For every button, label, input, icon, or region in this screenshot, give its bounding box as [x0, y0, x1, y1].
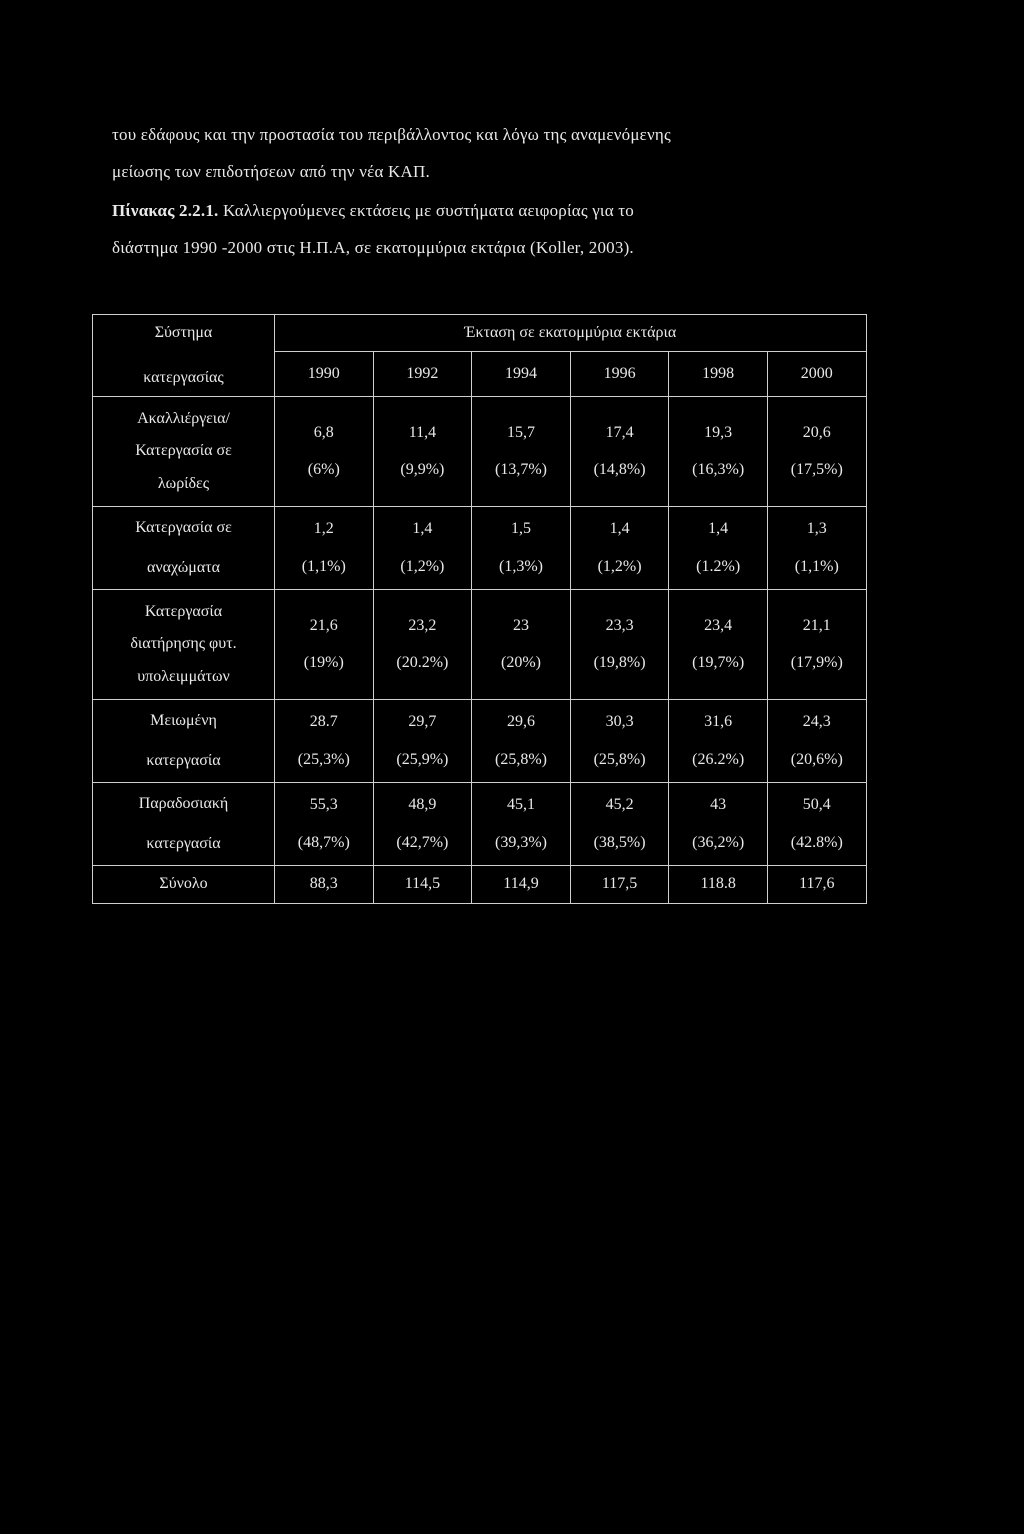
area-value: 23	[512, 617, 529, 635]
value-cell	[669, 783, 768, 866]
value-cell	[570, 507, 669, 590]
value-cell	[373, 783, 472, 866]
area-value: 1,3	[806, 519, 827, 537]
area-value: 45,1	[506, 795, 535, 813]
value-cell	[472, 397, 571, 507]
value-cell	[275, 590, 374, 700]
area-value: 17,4	[605, 424, 634, 442]
area-value: 1,4	[412, 519, 433, 537]
value-cell	[767, 700, 866, 783]
share-value: (42.8%)	[790, 834, 843, 851]
area-value: 29,6	[506, 712, 535, 730]
value-cell	[472, 590, 571, 700]
row-label-cell	[93, 783, 275, 866]
value-cell	[570, 700, 669, 783]
area-value: 20,6	[802, 424, 831, 442]
area-value: 43	[710, 795, 727, 813]
share-value: (39,3%)	[494, 834, 547, 851]
area-value: 29,7	[408, 712, 437, 730]
value-cell	[275, 397, 374, 507]
value-cell	[275, 783, 374, 866]
area-value: 31,6	[704, 712, 733, 730]
row-label-cell	[93, 397, 275, 507]
area-value: 23,3	[605, 617, 634, 635]
total-label: Σύνολο	[93, 866, 275, 904]
area-value: 23,4	[704, 617, 733, 635]
value-cell	[472, 700, 571, 783]
table-caption-line-1	[112, 201, 634, 221]
area-value: 11,4	[408, 424, 437, 442]
value-cell	[275, 507, 374, 590]
area-value: 1,5	[510, 519, 531, 537]
share-value: (16,3%)	[692, 460, 745, 478]
value-cell	[373, 397, 472, 507]
row-label-cell	[93, 590, 275, 700]
share-value: (1,2%)	[597, 558, 642, 575]
area-value: 21,1	[802, 617, 831, 635]
row-label-line: διατήρησης φυτ.	[130, 635, 237, 653]
area-span-header: Έκταση σε εκατομμύρια εκτάρια	[275, 315, 867, 352]
year-header: 1990	[275, 352, 374, 397]
row-label-line: λωρίδες	[157, 474, 210, 492]
share-value: (25,3%)	[297, 751, 350, 768]
share-value: (14,8%)	[593, 460, 646, 478]
row-label-cell	[93, 507, 275, 590]
table-row	[93, 507, 867, 590]
share-value: (13,7%)	[494, 460, 547, 478]
value-cell	[669, 700, 768, 783]
year-header: 2000	[767, 352, 866, 397]
share-value: (26.2%)	[692, 751, 745, 768]
system-header-cell	[93, 315, 275, 397]
table-caption-text: Καλλιεργούμενες εκτάσεις με συστήματα αειφορίας για το	[218, 201, 634, 220]
value-cell	[570, 397, 669, 507]
system-header-line-2: κατεργασίας	[143, 368, 224, 386]
row-label-line: Ακαλλιέργεια/	[137, 409, 230, 427]
total-value: 118.8	[669, 866, 768, 904]
value-cell	[373, 700, 472, 783]
table-row	[93, 397, 867, 507]
value-cell	[767, 783, 866, 866]
row-label-cell	[93, 700, 275, 783]
table-row	[93, 590, 867, 700]
system-header-line-1: Σύστημα	[154, 324, 213, 342]
area-value: 50,4	[802, 795, 831, 813]
total-value: 114,5	[373, 866, 472, 904]
share-value: (25,8%)	[494, 751, 547, 768]
share-value: (48,7%)	[297, 834, 350, 851]
year-header: 1998	[669, 352, 768, 397]
value-cell	[767, 590, 866, 700]
share-value: (1,1%)	[301, 558, 346, 575]
share-value: (20.2%)	[396, 653, 449, 671]
row-label-line: Κατεργασία σε	[135, 442, 232, 460]
area-value: 45,2	[605, 795, 634, 813]
share-value: (42,7%)	[396, 834, 449, 851]
share-value: (1,2%)	[400, 558, 445, 575]
paragraph-line-1: του εδάφους και την προστασία του περιβάλλοντος και λόγω της αναμενόμενης	[112, 125, 671, 144]
value-cell	[669, 397, 768, 507]
table-row	[93, 783, 867, 866]
area-value: 24,3	[802, 712, 831, 730]
row-label-line: κατεργασία	[146, 835, 221, 852]
year-header: 1994	[472, 352, 571, 397]
share-value: (1,1%)	[794, 558, 839, 575]
share-value: (20%)	[500, 653, 541, 671]
area-value: 15,7	[506, 424, 535, 442]
area-value: 55,3	[309, 795, 338, 813]
area-value: 6,8	[313, 424, 334, 442]
share-value: (19,8%)	[593, 653, 646, 671]
share-value: (36,2%)	[692, 834, 745, 851]
total-value: 117,6	[767, 866, 866, 904]
share-value: (25,9%)	[396, 751, 449, 768]
value-cell	[373, 590, 472, 700]
row-label-line: αναχώματα	[146, 559, 221, 576]
share-value: (17,9%)	[790, 653, 843, 671]
value-cell	[570, 590, 669, 700]
paragraph-line-2: μείωσης των επιδοτήσεων από την νέα ΚΑΠ.	[112, 162, 430, 181]
table-header-row-1	[93, 315, 867, 352]
value-cell	[570, 783, 669, 866]
share-value: (1.2%)	[696, 558, 741, 575]
share-value: (17,5%)	[790, 460, 843, 478]
value-cell	[669, 590, 768, 700]
total-value: 117,5	[570, 866, 669, 904]
value-cell	[373, 507, 472, 590]
row-label-line: Μειωμένη	[150, 711, 217, 729]
area-value: 1,4	[609, 519, 630, 537]
area-value: 48,9	[408, 795, 437, 813]
row-label-line: Κατεργασία	[144, 602, 223, 620]
share-value: (25,8%)	[593, 751, 646, 768]
area-value: 23,2	[408, 617, 437, 635]
area-value: 21,6	[309, 617, 338, 635]
area-value: 19,3	[704, 424, 733, 442]
share-value: (19,7%)	[692, 653, 745, 671]
total-value: 114,9	[472, 866, 571, 904]
year-header: 1992	[373, 352, 472, 397]
share-value: (19%)	[303, 653, 344, 671]
share-value: (1,3%)	[498, 558, 543, 575]
row-label-line: υπολειμμάτων	[137, 667, 230, 685]
table-row	[93, 700, 867, 783]
row-label-line: Παραδοσιακή	[138, 794, 229, 812]
value-cell	[669, 507, 768, 590]
share-value: (20,6%)	[790, 751, 843, 768]
table-caption-line-2: διάστημα 1990 -2000 στις Η.Π.Α, σε εκατομμύρια εκτάρια (Koller, 2003).	[112, 238, 634, 257]
value-cell	[767, 507, 866, 590]
area-value: 28.7	[309, 712, 338, 730]
share-value: (38,5%)	[593, 834, 646, 851]
area-value: 1,2	[313, 519, 334, 537]
value-cell	[767, 397, 866, 507]
value-cell	[472, 783, 571, 866]
value-cell	[275, 700, 374, 783]
value-cell	[472, 507, 571, 590]
share-value: (9,9%)	[400, 460, 445, 478]
total-value: 88,3	[275, 866, 374, 904]
year-header: 1996	[570, 352, 669, 397]
area-value: 1,4	[708, 519, 729, 537]
share-value: (6%)	[307, 460, 340, 478]
area-value: 30,3	[605, 712, 634, 730]
row-label-line: Κατεργασία σε	[135, 518, 232, 536]
total-row	[93, 866, 867, 904]
table-caption-label: Πίνακας 2.2.1.	[112, 201, 219, 220]
cultivation-systems-table	[92, 314, 867, 904]
row-label-line: κατεργασία	[146, 752, 221, 769]
